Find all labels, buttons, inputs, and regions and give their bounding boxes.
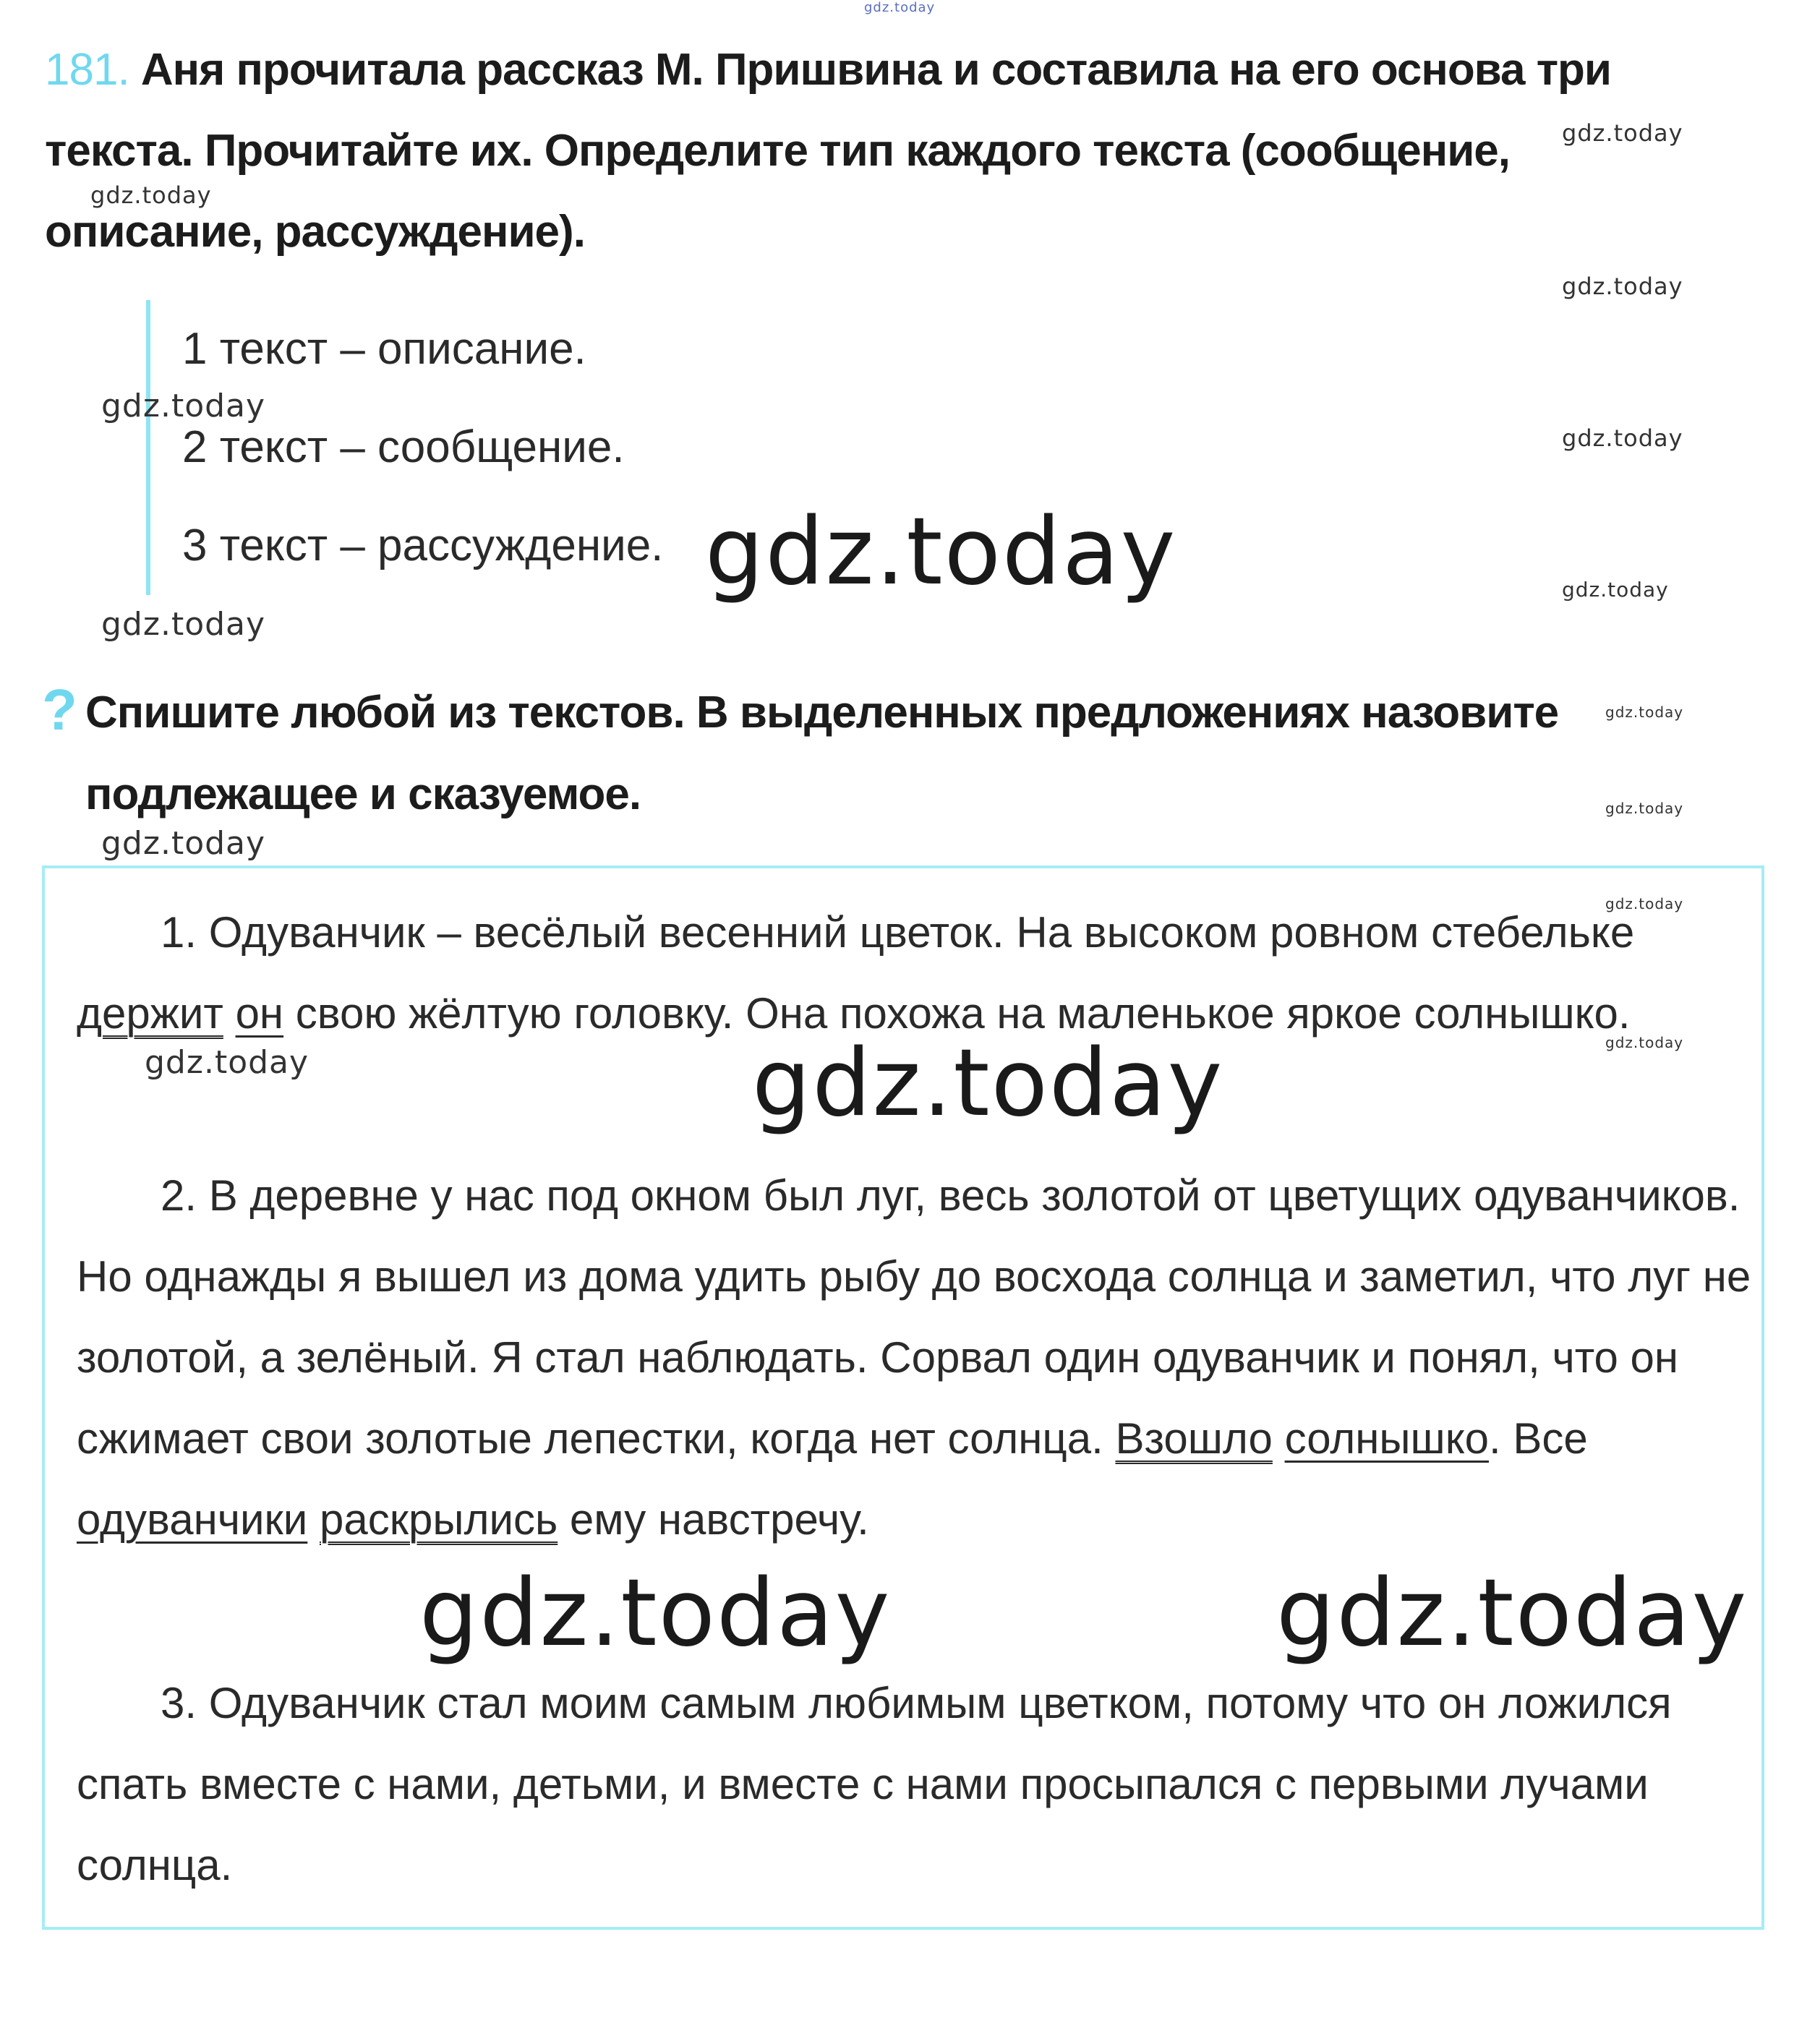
answer-1: 1 текст – описание. (182, 324, 586, 374)
task-line-3: описание, рассуждение). (45, 207, 585, 257)
watermark: gdz.today (101, 825, 266, 862)
text-1: 1. Одуванчик – весёлый весенний цветок. На высоком ровном стебельке держит он свою жёлтую головку. Она похожа на маленькое яркое солнышко. (77, 908, 1635, 1038)
watermark: gdz.today (1562, 578, 1669, 602)
watermark: gdz.today (1605, 895, 1684, 912)
task-number: 181. (45, 45, 129, 95)
watermark: gdz.today (145, 1044, 309, 1081)
question-line-1: Спишите любой из текстов. В выделенных предложениях назовите (85, 688, 1559, 737)
watermark: gdz.today (1605, 1034, 1684, 1051)
task-line-1 (45, 45, 1612, 95)
subject-1: он (235, 989, 284, 1038)
watermark: gdz.today (1562, 119, 1683, 147)
text-2: 2. В деревне у нас под окном был луг, весь золотой от цветущих одуванчиков. Но однажды я вышел из дома удить рыбу до восхода солнца и заметил, что луг не золотой, а зелёный. Я стал наблюдать. Сорвал один одуванчик и понял, что он сжимает свои золотые лепестки, когда нет солнца. Взошло солнышко. Все одуванчики раскрылись ему навстречу. (77, 1171, 1751, 1544)
answer-2: 2 текст – сообщение. (182, 422, 625, 472)
watermark: gdz.today (1562, 273, 1683, 300)
predicate-3: раскрылись (319, 1495, 558, 1544)
watermark: gdz.today (705, 498, 1177, 606)
watermark: gdz.today (1562, 424, 1683, 452)
predicate-1: держит (77, 989, 223, 1038)
watermark: gdz.today (752, 1030, 1224, 1137)
question-icon: ? (42, 677, 77, 742)
task-line-2: текста. Прочитайте их. Определите тип каждого текста (сообщение, (45, 126, 1511, 176)
watermark: gdz.today (419, 1560, 892, 1667)
answer-bar (146, 300, 150, 595)
watermark: gdz.today (864, 0, 936, 15)
subject-3: одуванчики (77, 1495, 308, 1544)
predicate-2: Взошло (1115, 1414, 1273, 1463)
watermark: gdz.today (101, 606, 266, 643)
watermark: gdz.today (1605, 800, 1684, 817)
watermark: gdz.today (1276, 1560, 1748, 1667)
task-text-1: Аня прочитала рассказ М. Пришвина и составила на его основа три (140, 45, 1612, 95)
watermark: gdz.today (101, 388, 266, 424)
subject-2: солнышко (1284, 1414, 1489, 1463)
answer-3: 3 текст – рассуждение. (182, 521, 664, 570)
watermark: gdz.today (90, 181, 212, 209)
question-line-2: подлежащее и сказуемое. (85, 769, 641, 819)
watermark: gdz.today (1605, 704, 1684, 721)
text-3: 3. Одуванчик стал моим самым любимым цветком, потому что он ложился спать вместе с нами, детьми, и вместе с нами просыпался с первыми лучами солнца. (77, 1679, 1672, 1889)
